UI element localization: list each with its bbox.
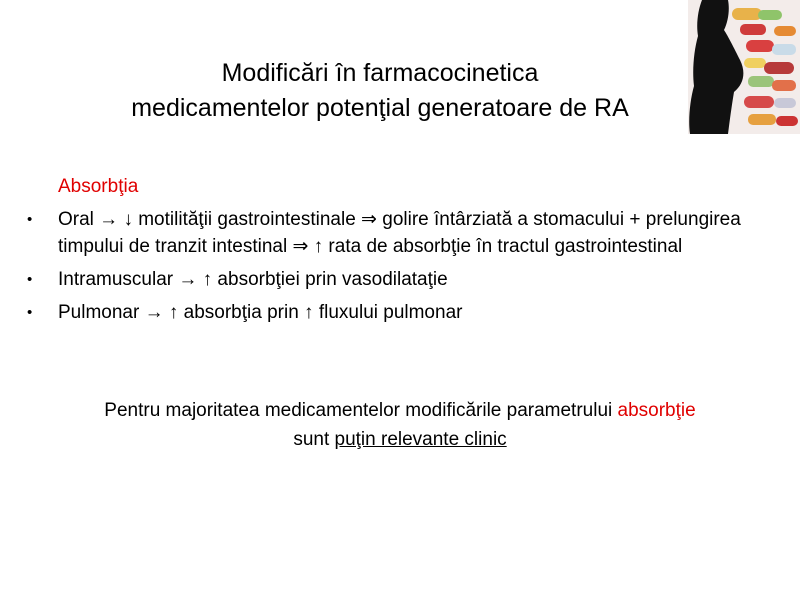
title-line-2: medicamentelor potenţial generatoare de RA [131,94,629,122]
bullet-intramuscular [0,266,800,293]
title-line-1: Modificări în farmacocinetica [221,59,539,87]
section-heading-absorption: Absorbţia [58,176,139,197]
conclusion-underlined: puţin relevante clinic [334,429,507,450]
bullet-dot: • [27,211,33,228]
conclusion-text [20,396,780,454]
bullet-list [0,206,800,332]
bullet-oral [0,206,800,260]
slide-title [0,56,760,126]
bullet-text: Pulmonar → ↑ absorbţia prin ↑ fluxului pulmonar [58,302,463,323]
bullet-text: Oral → ↓ motilităţii gastrointestinale ⇒ golire întârziată a stomacului + prelungirea timpului de tranzit intestinal ⇒ ↑ rata de absorbţie în tractul gastrointestinal [58,209,741,257]
bullet-dot: • [27,271,33,288]
conclusion-absorption-red: absorbţie [617,400,696,421]
conclusion-part-3: sunt [293,429,335,450]
bullet-text: Intramuscular → ↑ absorbţiei prin vasodilataţie [58,269,448,290]
pregnant-woman-pills-photo [688,0,800,134]
bullet-pulmonary [0,299,800,326]
conclusion-part-1: Pentru majoritatea medicamentelor modificările parametrului [104,400,618,421]
bullet-dot: • [27,304,33,321]
